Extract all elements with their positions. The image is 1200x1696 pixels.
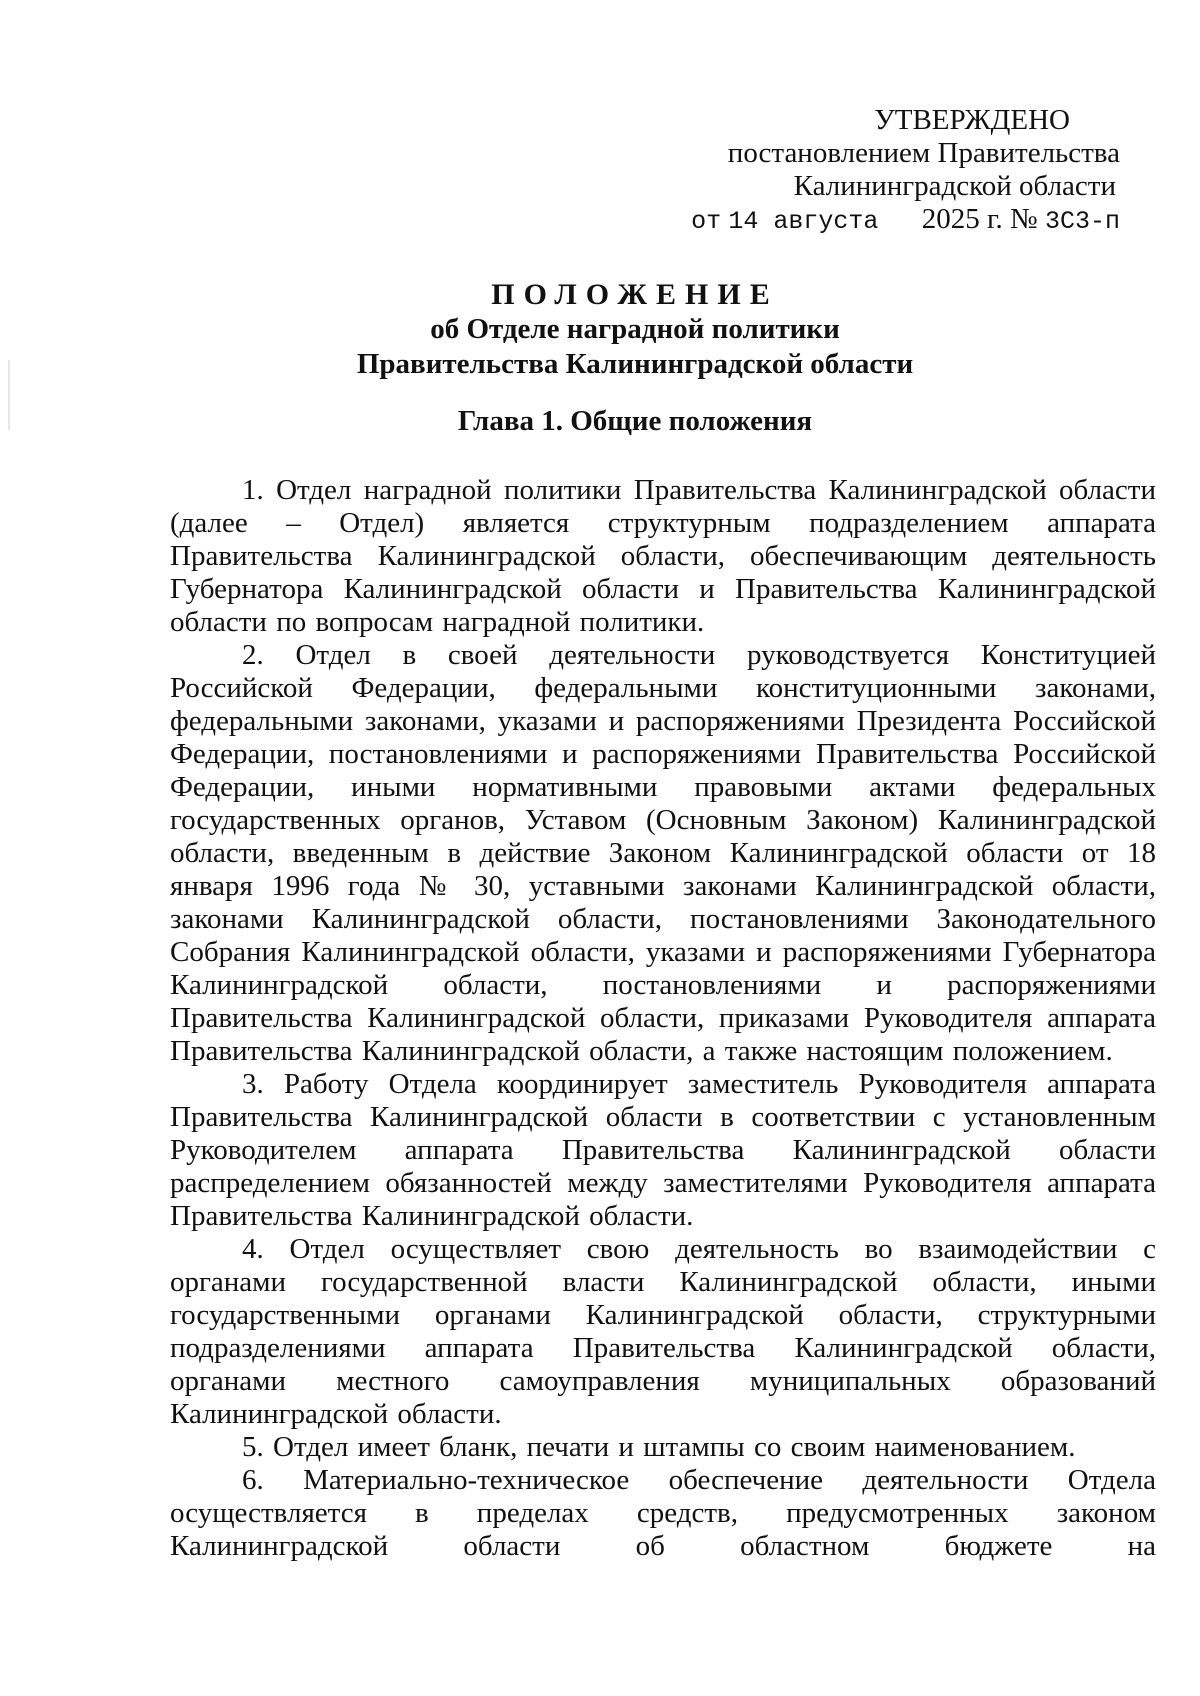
paragraph-2: 2. Отдел в своей деятельности руководствуется Конституцией Российской Федерации, федеральными конституционными законами, федеральными законами, указами и распоряжениями Президента Российской Федерации, постановлениями и распоряжениями Правительства Российской Федерации, иными нормативными правовыми актами федеральных государственных органов, Уставом (Основным Законом) Калининградской области, введенным в действие Законом Калининградской области от 18 января 1996 года № 30, уставными законами Калининградской области, законами Калининградской области, постановлениями Законодательного Собрания Калининградской области, указами и распоряжениями Губернатора Калининградской области, постановлениями и распоряжениями Правительства Калининградской области, приказами Руководителя аппарата Правительства Калининградской области, а также настоящим положением.: [170, 639, 1156, 1067]
scan-edge-mark: [8, 360, 10, 430]
approval-resolution-line: постановлением Правительства: [727, 137, 1120, 169]
document-title: [170, 277, 1100, 382]
paragraph-6: 6. Материально-техническое обеспечение деятельности Отдела осуществляется в пределах средств, предусмотренных законом Калининградской области об областном бюджете на: [170, 1464, 1156, 1562]
document-body: [170, 474, 1156, 1563]
paragraph-5: 5. Отдел имеет бланк, печати и штампы со своим наименованием.: [242, 1431, 1076, 1463]
approval-day-month: 14 августа: [728, 207, 879, 236]
approval-date-line: [691, 203, 1120, 238]
approval-year: 2025 г. №: [921, 203, 1038, 235]
title-heading: ПОЛОЖЕНИЕ: [491, 278, 779, 311]
title-line-2: об Отделе наградной политики: [430, 313, 840, 345]
paragraph-4: 4. Отдел осуществляет свою деятельность во взаимодействии с органами государственной власти Калининградской области, иными государственными органами Калининградской области, структурными подразделениями аппарата Правительства Калининградской области, органами местного самоуправления муниципальных образований Калининградской области.: [170, 1233, 1156, 1430]
approval-number: 3С3-п: [1044, 207, 1120, 236]
paragraph-1: 1. Отдел наградной политики Правительства Калининградской области (далее – Отдел) является структурным подразделением аппарата Правительства Калининградской области, обеспечивающим деятельность Губернатора Калининградской области и Правительства Калининградской области по вопросам наградной политики.: [170, 474, 1156, 638]
paragraph-3: 3. Работу Отдела координирует заместитель Руководителя аппарата Правительства Калининградской области в соответствии с установленным Руководителем аппарата Правительства Калининградской области распределением обязанностей между заместителями Руководителя аппарата Правительства Калининградской области.: [170, 1068, 1156, 1232]
title-line-3: Правительства Калининградской области: [356, 348, 914, 380]
approval-region-line: Калининградской области: [793, 170, 1116, 202]
approval-prefix: от: [691, 207, 722, 236]
chapter-heading: Глава 1. Общие положения: [457, 405, 813, 437]
approval-approved: УТВЕРЖДЕНО: [874, 104, 1070, 136]
approval-stamp: [691, 104, 1120, 238]
